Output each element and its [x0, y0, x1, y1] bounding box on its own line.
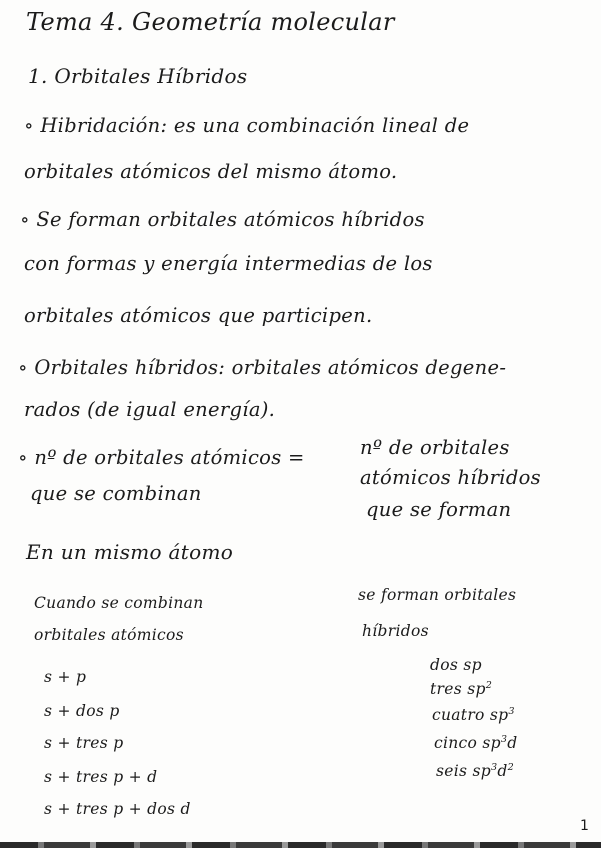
hybrid-count: tres: [430, 680, 462, 698]
table-left-header: Cuando se combinan: [34, 594, 204, 612]
paragraph-line: con formas y energía intermedias de los: [24, 252, 433, 275]
paragraph-line: ∘ Se forman orbitales atómicos híbridos: [20, 208, 425, 231]
hybrid-type: sp: [467, 680, 486, 698]
hybrid-exponent: 3: [500, 734, 508, 746]
section-heading: 1. Orbitales Híbridos: [28, 64, 248, 88]
page-edge-scan-border: [0, 842, 601, 848]
paragraph-line: atómicos híbridos: [360, 466, 541, 489]
paragraph-line: que se combinan: [30, 482, 202, 505]
hybrid-exponent: 2: [485, 680, 493, 692]
left-item: s + tres p + dos d: [44, 800, 191, 818]
hybrid-d: d: [507, 734, 518, 752]
hybrid-exponent: 3: [508, 706, 515, 718]
paragraph-line: ∘ Hibridación: es una combinación lineal de: [24, 114, 470, 137]
right-item: [432, 706, 515, 724]
table-right-header: híbridos: [362, 622, 429, 640]
paragraph-line: ∘ Orbitales híbridos: orbitales atómicos degene-: [18, 356, 507, 379]
hybrid-count: seis: [436, 762, 468, 780]
table-right-header: se forman orbitales: [358, 586, 517, 604]
paragraph-line: que se forman: [366, 498, 512, 521]
paragraph-line: rados (de igual energía).: [24, 398, 276, 421]
hybrid-type: sp: [463, 656, 482, 674]
left-item: s + dos p: [44, 702, 120, 720]
hybrid-type: sp: [482, 734, 501, 752]
hybrid-type: sp: [472, 762, 491, 780]
table-left-header: orbitales atómicos: [34, 626, 184, 644]
right-item: [430, 680, 492, 698]
right-item: [430, 656, 482, 674]
paragraph-line: ∘ nº de orbitales atómicos =: [18, 446, 305, 469]
hybrid-exponent: 3: [490, 762, 498, 774]
right-item: [434, 734, 518, 752]
hybrid-exponent: 2: [507, 762, 515, 774]
hybrid-type: sp: [489, 706, 509, 724]
hybrid-count: dos: [430, 656, 459, 674]
left-item: s + p: [44, 668, 87, 686]
subheading: En un mismo átomo: [26, 540, 234, 564]
left-item: s + tres p + d: [44, 768, 158, 786]
left-item: s + tres p: [44, 734, 124, 752]
hybrid-d: d: [497, 762, 508, 780]
paragraph-line: nº de orbitales: [360, 436, 510, 459]
page-number: 1: [580, 818, 589, 834]
hybrid-count: cinco: [434, 734, 478, 752]
hybrid-count: cuatro: [432, 706, 485, 724]
right-item: [436, 762, 514, 780]
page-title: Tema 4. Geometría molecular: [26, 8, 395, 36]
paragraph-line: orbitales atómicos que participen.: [24, 304, 373, 327]
paragraph-line: orbitales atómicos del mismo átomo.: [24, 160, 398, 183]
